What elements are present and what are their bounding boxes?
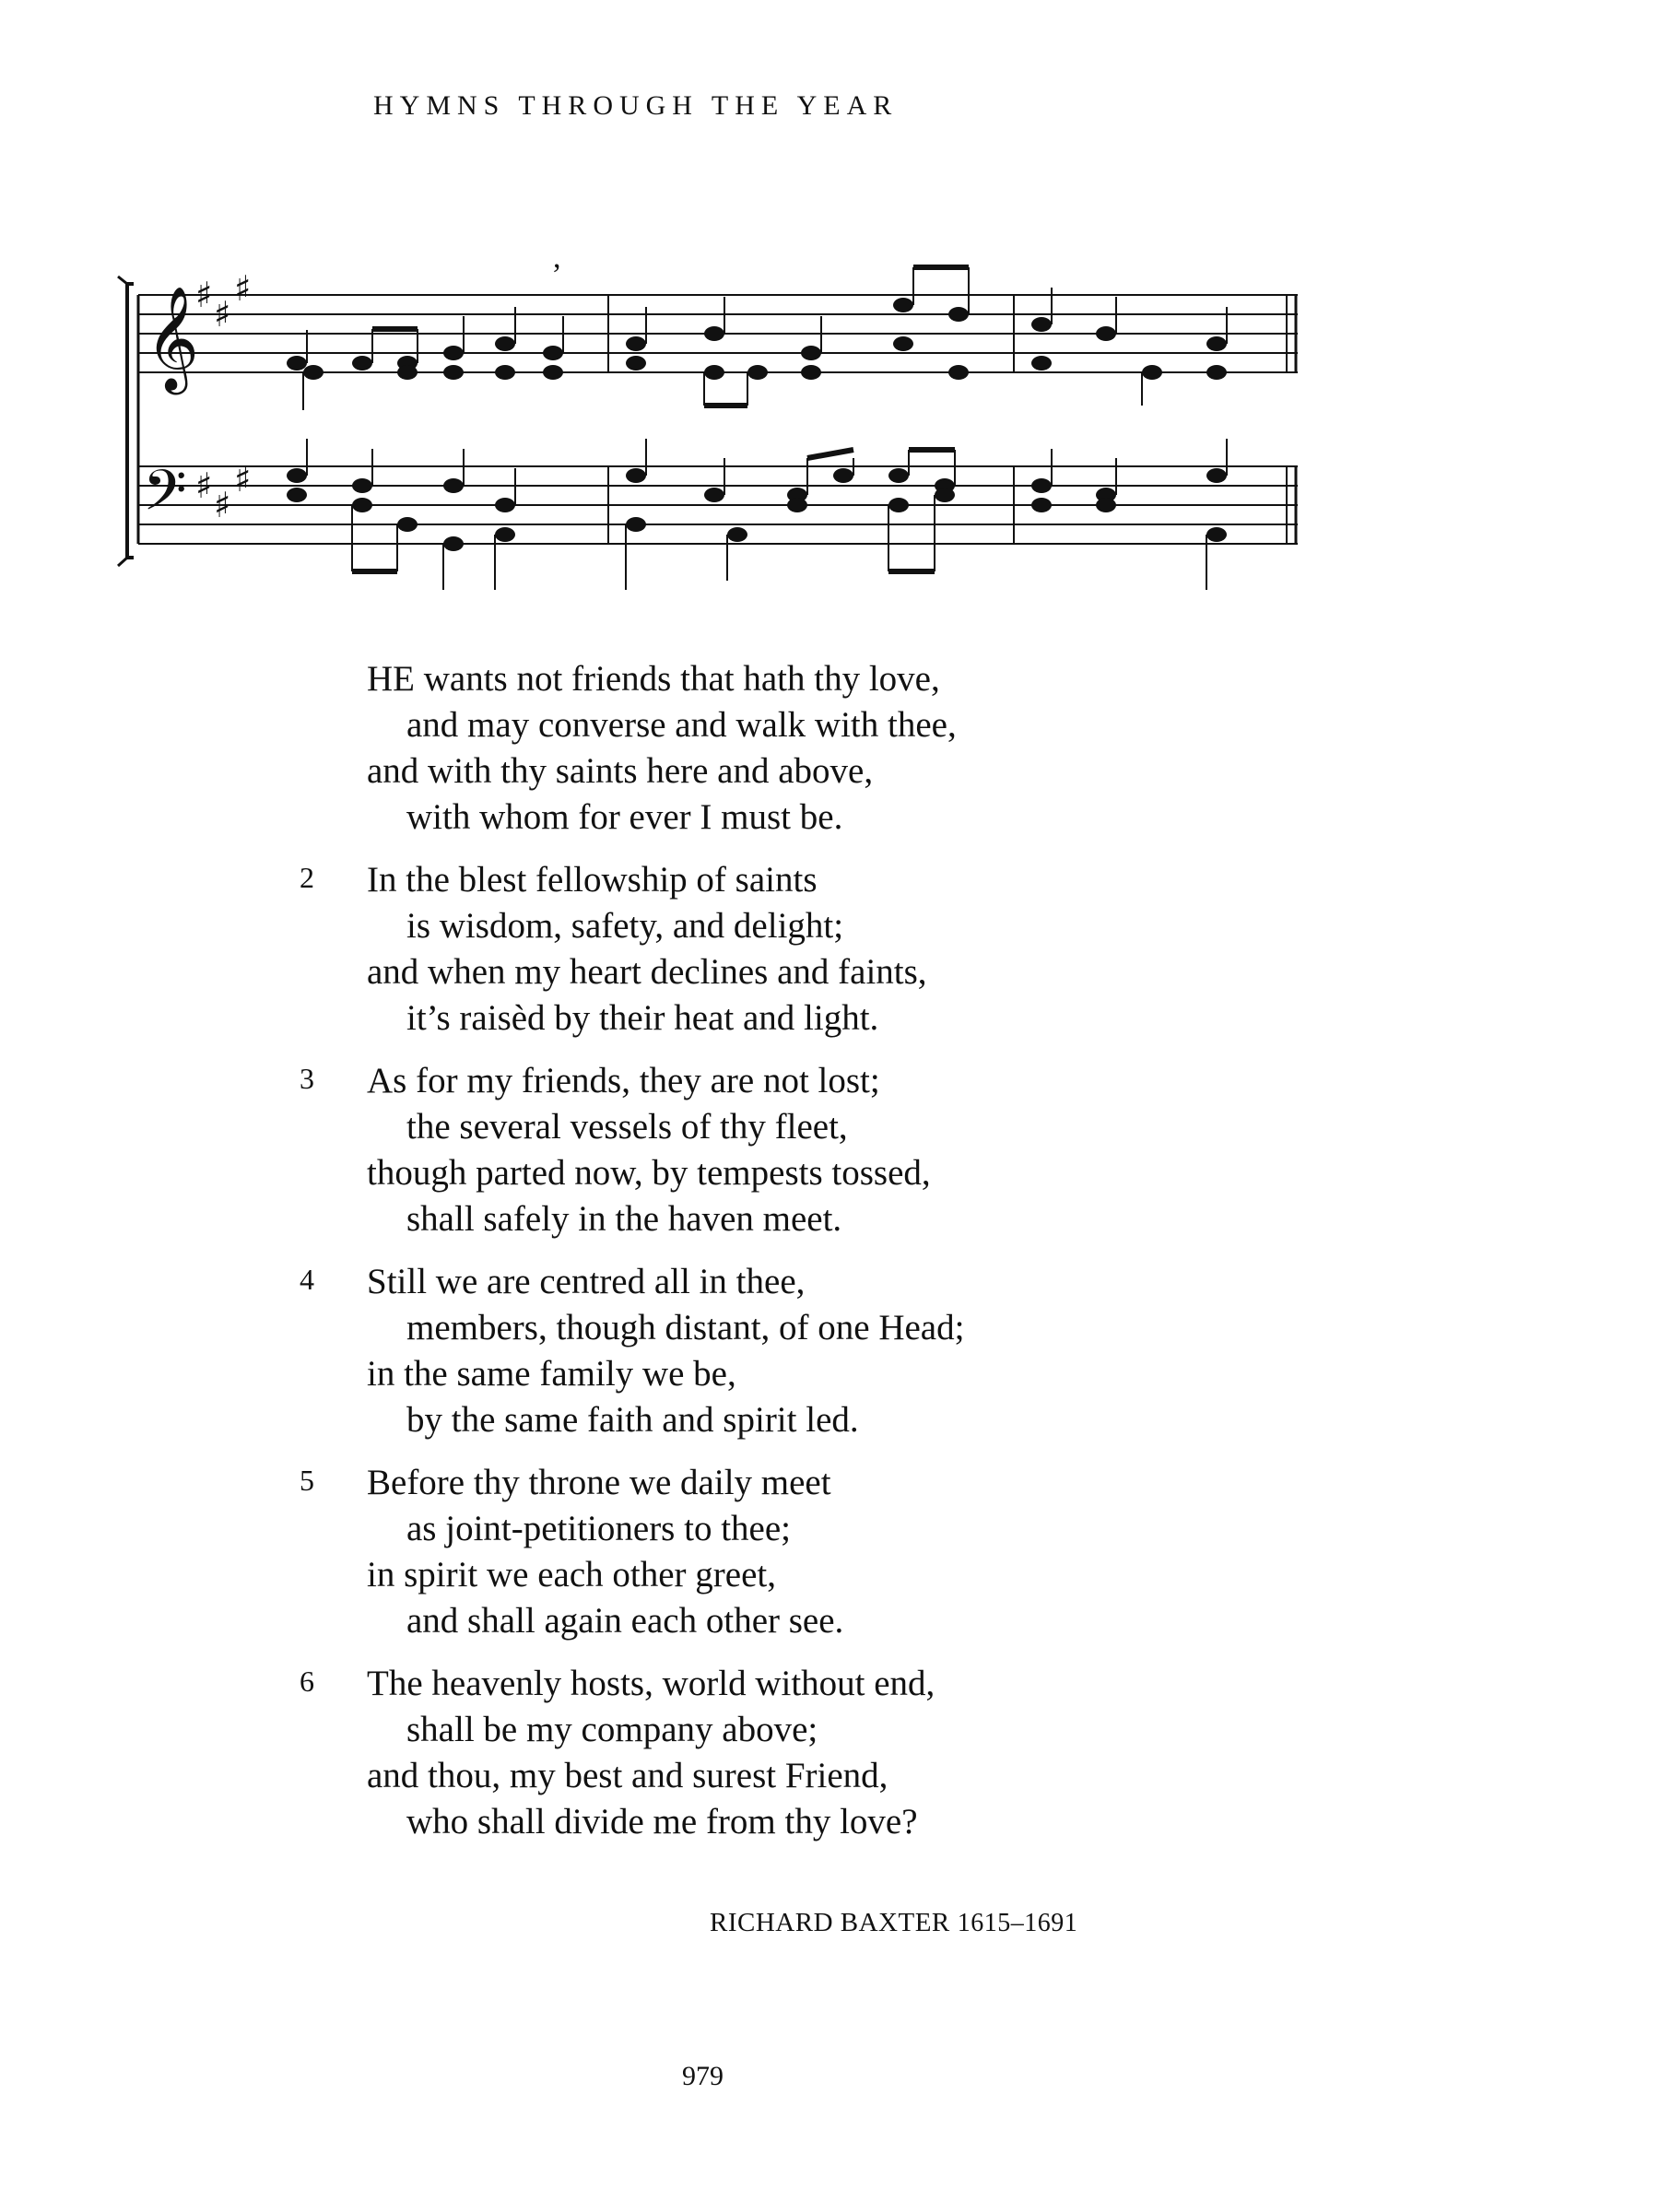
verse-2 xyxy=(0,857,1659,1041)
verse-line: As for my friends, they are not lost; xyxy=(367,1061,880,1100)
author-name: RICHARD BAXTER xyxy=(710,1908,950,1937)
verse-line: Before thy throne we daily meet xyxy=(367,1463,831,1502)
verse-line: and with thy saints here and above, xyxy=(367,751,874,791)
verse-line: shall be my company above; xyxy=(406,1710,818,1749)
verse-number: 4 xyxy=(300,1263,314,1296)
verse-line: HE wants not friends that hath thy love, xyxy=(367,659,940,699)
verse-line: is wisdom, safety, and delight; xyxy=(406,906,844,946)
verse-line: Still we are centred all in thee, xyxy=(367,1262,806,1301)
verse-line: it’s raisèd by their heat and light. xyxy=(406,998,879,1038)
verse-number: 5 xyxy=(300,1464,314,1497)
verse-line: and may converse and walk with thee, xyxy=(406,705,957,745)
verse-number: 2 xyxy=(300,861,314,894)
verse-line: though parted now, by tempests tossed, xyxy=(367,1153,931,1193)
verse-line: shall safely in the haven meet. xyxy=(406,1199,842,1239)
verse-line: as joint-petitioners to thee; xyxy=(406,1509,791,1548)
svg-text:,: , xyxy=(553,241,561,275)
verse-line: and thou, my best and surest Friend, xyxy=(367,1756,888,1795)
verse-line: and shall again each other see. xyxy=(406,1601,844,1641)
svg-text:♯: ♯ xyxy=(234,268,252,309)
verse-5 xyxy=(0,1460,1659,1644)
svg-text:♯: ♯ xyxy=(195,465,213,506)
verse-line: in spirit we each other greet, xyxy=(367,1555,776,1594)
svg-text:♯: ♯ xyxy=(195,275,213,315)
verse-3 xyxy=(0,1058,1659,1242)
svg-text:♯: ♯ xyxy=(214,485,231,525)
author-dates: 1615–1691 xyxy=(957,1909,1078,1937)
verse-line: in the same family we be, xyxy=(367,1354,736,1394)
svg-text:𝄢: 𝄢 xyxy=(143,458,187,537)
verse-line: The heavenly hosts, world without end, xyxy=(367,1664,935,1703)
hymn-attribution xyxy=(710,1908,1077,1938)
svg-text:♯: ♯ xyxy=(234,459,252,500)
page-number: 979 xyxy=(682,2061,724,2091)
verse-line: members, though distant, of one Head; xyxy=(406,1308,965,1347)
verse-line: by the same faith and spirit led. xyxy=(406,1400,859,1440)
hymn-text xyxy=(0,656,1659,1862)
verse-number: 6 xyxy=(300,1665,314,1698)
svg-text:𝄞: 𝄞 xyxy=(146,286,199,391)
verse-4 xyxy=(0,1259,1659,1443)
music-score xyxy=(0,0,1659,645)
svg-text:♯: ♯ xyxy=(214,294,231,335)
verse-line: who shall divide me from thy love? xyxy=(406,1802,918,1841)
verse-number: 3 xyxy=(300,1062,314,1095)
verse-line: the several vessels of thy fleet, xyxy=(406,1107,848,1147)
verse-line: In the blest fellowship of saints xyxy=(367,860,818,900)
verse-line: and when my heart declines and faints, xyxy=(367,952,927,992)
verse-6 xyxy=(0,1661,1659,1845)
verse-1 xyxy=(0,656,1659,841)
verse-line: with whom for ever I must be. xyxy=(406,797,843,837)
running-head: HYMNS THROUGH THE YEAR xyxy=(373,90,899,121)
